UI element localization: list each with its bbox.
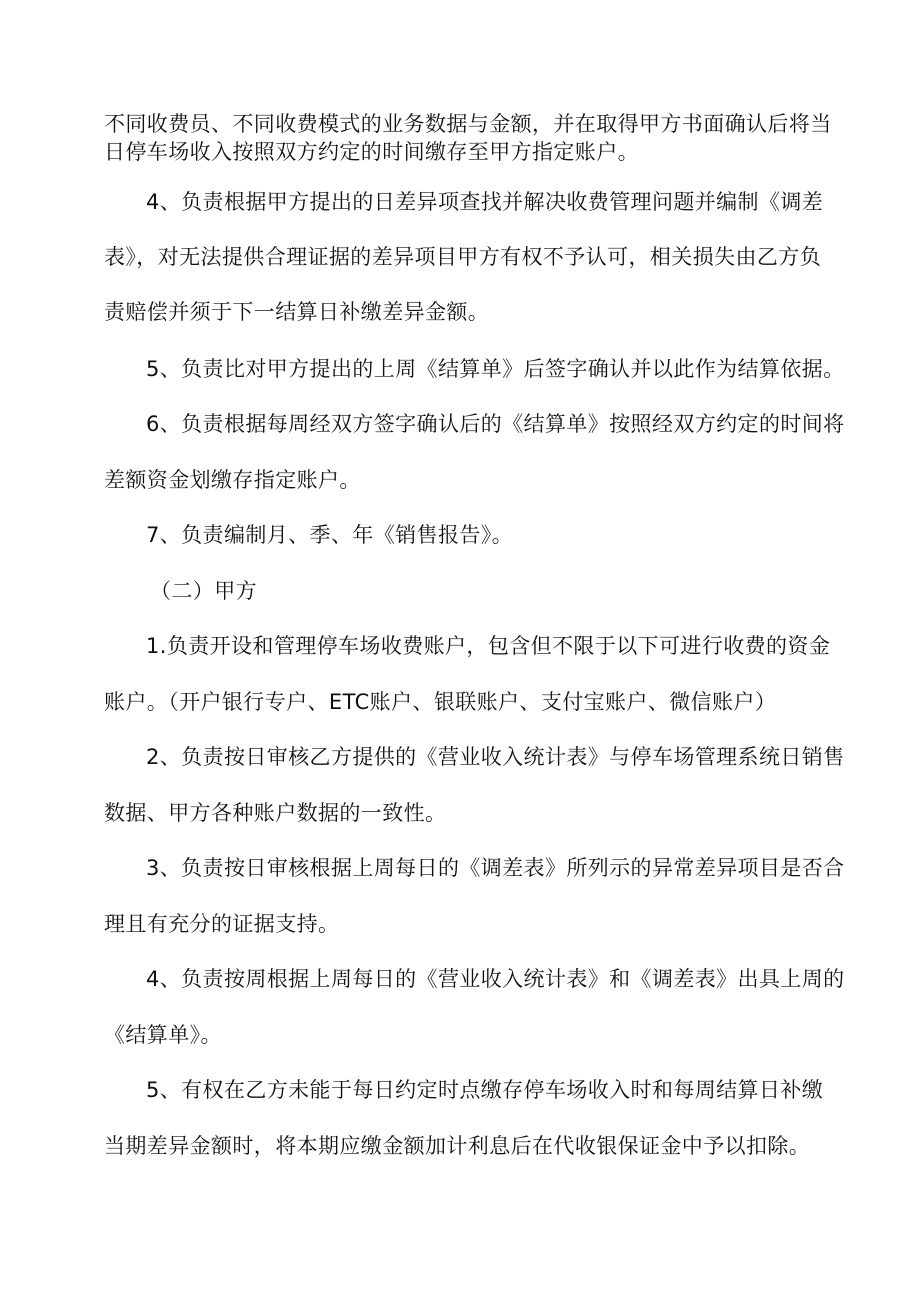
text-line: 2、负责按日审核乙方提供的《营业收入统计表》与停车场管理系统日销售 bbox=[146, 745, 845, 769]
text-line: 3、负责按日审核根据上周每日的《调差表》所列示的异常差异项目是否合 bbox=[146, 856, 845, 880]
text-line: 《结算单》。 bbox=[104, 1023, 222, 1047]
text-line: 数据、甲方各种账户数据的一致性。 bbox=[104, 801, 447, 825]
text-line: 日停车场收入按照双方约定的时间缴存至甲方指定账户。 bbox=[104, 140, 639, 164]
text-line: 不同收费员、不同收费模式的业务数据与金额，并在取得甲方书面确认后将当 bbox=[104, 112, 832, 136]
text-line: 5、负责比对甲方提出的上周《结算单》后签字确认并以此作为结算依据。 bbox=[146, 357, 845, 381]
section-heading: （二）甲方 bbox=[150, 579, 257, 603]
text-line: 7、负责编制月、季、年《销售报告》。 bbox=[146, 523, 514, 547]
text-line: 1.负责开设和管理停车场收费账户，包含但不限于以下可进行收费的资金 bbox=[146, 634, 831, 658]
text-line: 4、负责根据甲方提出的日差异项查找并解决收费管理问题并编制《调差 bbox=[146, 190, 824, 214]
text-line: 理且有充分的证据支持。 bbox=[104, 912, 340, 936]
text-line: 5、有权在乙方未能于每日约定时点缴存停车场收入时和每周结算日补缴 bbox=[146, 1078, 824, 1102]
text-line: 6、负责根据每周经双方签字确认后的《结算单》按照经双方约定的时间将 bbox=[146, 412, 845, 436]
text-line: 账户。（开户银行专户、ETC账户、银联账户、支付宝账户、微信账户） bbox=[104, 690, 777, 714]
text-line: 表》，对无法提供合理证据的差异项目甲方有权不予认可，相关损失由乙方负 bbox=[104, 245, 822, 269]
text-line: 责赔偿并须于下一结算日补缴差异金额。 bbox=[104, 300, 490, 324]
text-line: 4、负责按周根据上周每日的《营业收入统计表》和《调差表》出具上周的 bbox=[146, 967, 845, 991]
text-line: 差额资金划缴存指定账户。 bbox=[104, 468, 361, 492]
text-line: 当期差异金额时，将本期应缴金额加计利息后在代收银保证金中予以扣除。 bbox=[104, 1134, 811, 1158]
